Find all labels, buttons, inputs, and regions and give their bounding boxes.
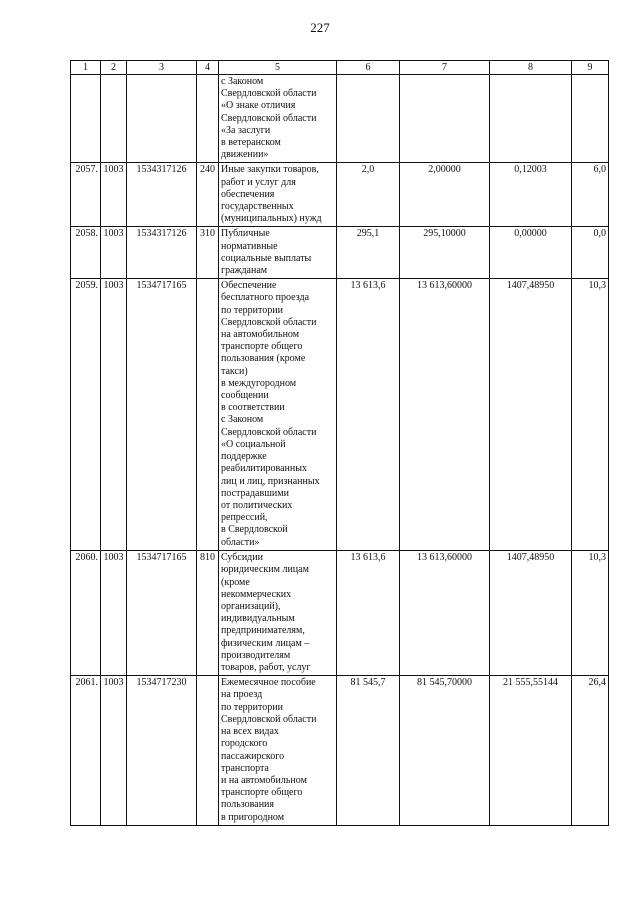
planned-amount [337,75,400,163]
column-header-5: 5 [219,61,337,75]
executed-amount: 1407,48950 [490,551,572,676]
column-header-4: 4 [197,61,219,75]
row-number: 2059. [71,279,101,551]
execution-percent: 10,3 [572,551,609,676]
precise-planned-amount: 2,00000 [400,163,490,227]
execution-percent: 26,4 [572,676,609,825]
executed-amount [490,75,572,163]
column-header-2: 2 [101,61,127,75]
executed-amount: 0,12003 [490,163,572,227]
target-article-code: 1534717165 [127,279,197,551]
column-header-8: 8 [490,61,572,75]
planned-amount: 81 545,7 [337,676,400,825]
table-header-row [71,61,609,75]
row-number: 2057. [71,163,101,227]
expense-type-code: 810 [197,551,219,676]
section-code: 1003 [101,676,127,825]
section-code [101,75,127,163]
column-header-1: 1 [71,61,101,75]
section-code: 1003 [101,163,127,227]
execution-percent: 0,0 [572,227,609,279]
item-name: Иные закупки товаров, работ и услуг для обеспечения государственных (муниципальных) нужд [219,163,337,227]
target-article-code: 1534717165 [127,551,197,676]
item-name: Ежемесячное пособие на проезд по территории Свердловской области на всех видах городского пассажирского транспорта и на автомобильном транспорте общего пользования в пригородном [219,676,337,825]
row-number [71,75,101,163]
page-number: 227 [310,20,330,35]
section-code: 1003 [101,551,127,676]
expense-type-code [197,279,219,551]
precise-planned-amount: 81 545,70000 [400,676,490,825]
planned-amount: 2,0 [337,163,400,227]
precise-planned-amount: 295,10000 [400,227,490,279]
planned-amount: 13 613,6 [337,551,400,676]
item-name: с Законом Свердловской области «О знаке отличия Свердловской области «За заслуги в ветеранском движении» [219,75,337,163]
target-article-code: 1534717230 [127,676,197,825]
executed-amount: 0,00000 [490,227,572,279]
item-name: Публичные нормативные социальные выплаты гражданам [219,227,337,279]
table-row [71,551,609,676]
target-article-code: 1534317126 [127,163,197,227]
section-code: 1003 [101,279,127,551]
expense-type-code [197,676,219,825]
table-row [71,75,609,163]
precise-planned-amount [400,75,490,163]
precise-planned-amount: 13 613,60000 [400,551,490,676]
planned-amount: 13 613,6 [337,279,400,551]
execution-percent: 10,3 [572,279,609,551]
planned-amount: 295,1 [337,227,400,279]
section-code: 1003 [101,227,127,279]
budget-table [70,60,609,826]
table-row [71,163,609,227]
item-name: Субсидии юридическим лицам (кроме некоммерческих организаций), индивидуальным предпринимателям, физическим лицам – производителям товаров, работ, услуг [219,551,337,676]
column-header-7: 7 [400,61,490,75]
table-row [71,676,609,825]
expense-type-code: 310 [197,227,219,279]
expense-type-code [197,75,219,163]
expense-type-code: 240 [197,163,219,227]
target-article-code: 1534317126 [127,227,197,279]
row-number: 2061. [71,676,101,825]
table-row [71,227,609,279]
column-header-9: 9 [572,61,609,75]
column-header-6: 6 [337,61,400,75]
execution-percent [572,75,609,163]
precise-planned-amount: 13 613,60000 [400,279,490,551]
execution-percent: 6,0 [572,163,609,227]
table-row [71,279,609,551]
row-number: 2060. [71,551,101,676]
target-article-code [127,75,197,163]
item-name: Обеспечение бесплатного проезда по территории Свердловской области на автомобильном транспорте общего пользования (кроме такси) в междугородном сообщении в соответствии с Законом Свердловской области «О социальной поддержке реабилитированных лиц и лиц, признанных пострадавшими от политических репрессий, в Свердловской области» [219,279,337,551]
row-number: 2058. [71,227,101,279]
column-header-3: 3 [127,61,197,75]
executed-amount: 21 555,55144 [490,676,572,825]
executed-amount: 1407,48950 [490,279,572,551]
